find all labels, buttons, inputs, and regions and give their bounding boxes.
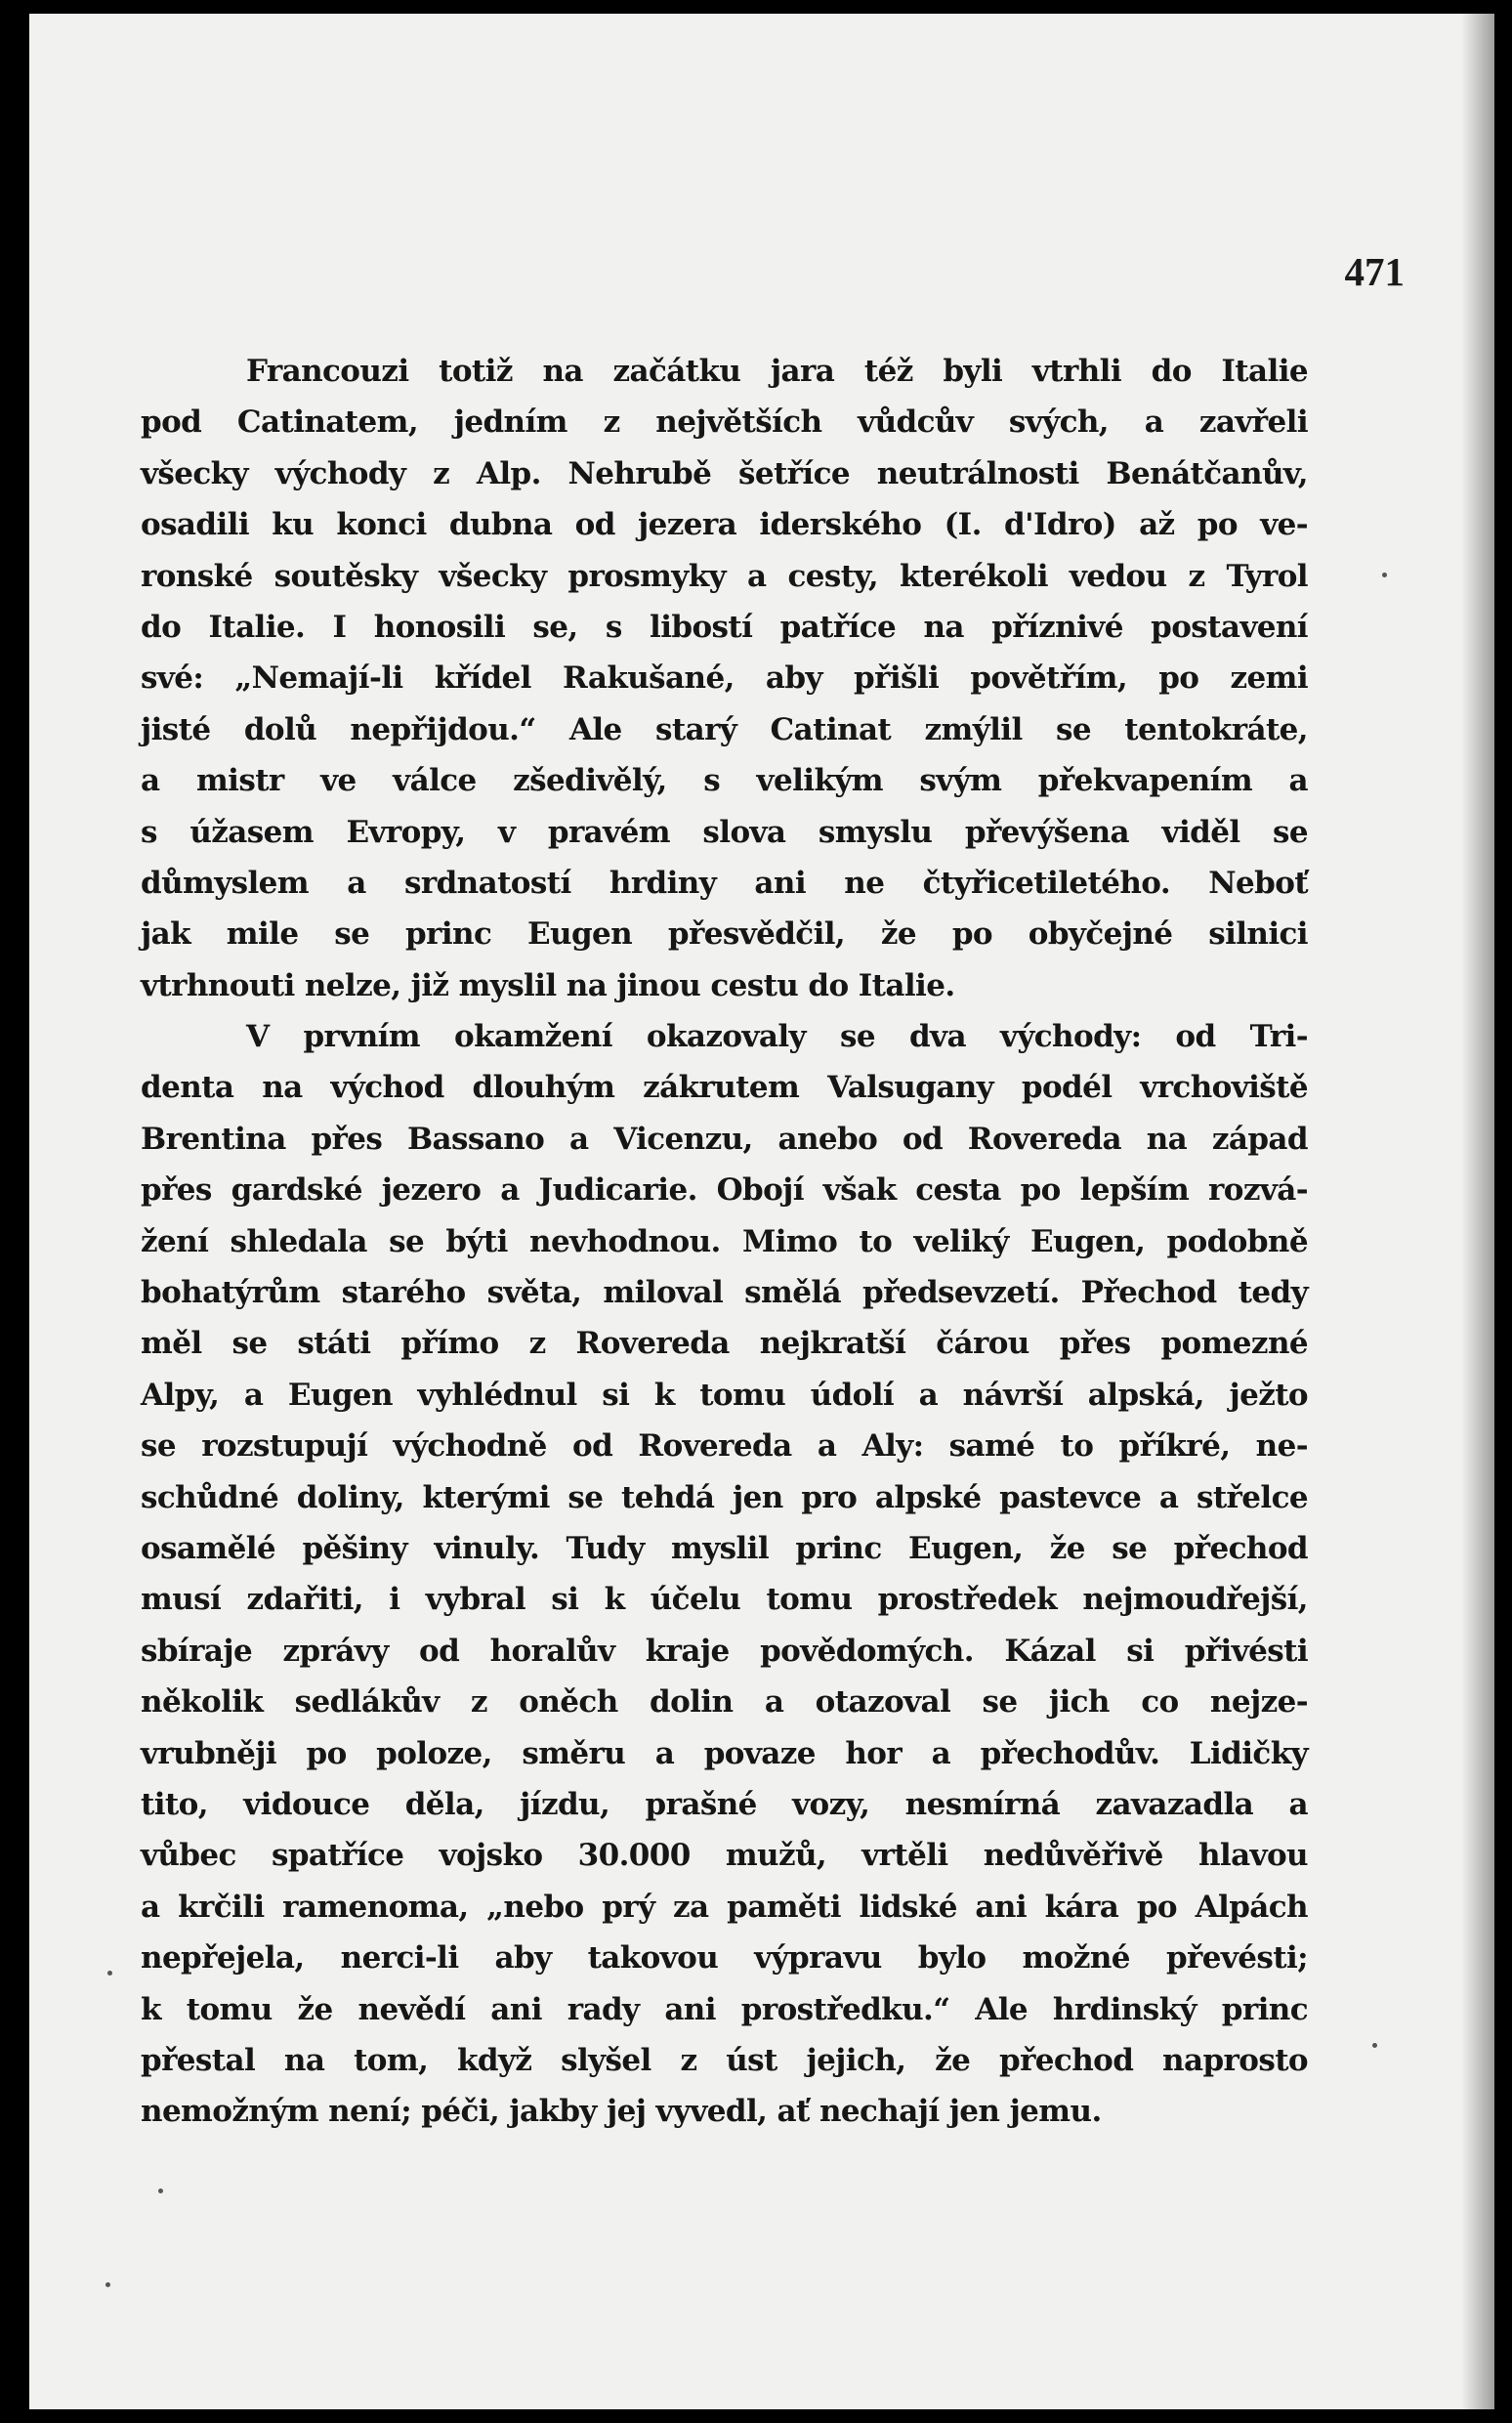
text-line: žení shledala se býti nevhodnou. Mimo to veliký Eugen, podobně bbox=[141, 1223, 1308, 1259]
text-line: vrubněji po poloze, směru a povaze hor a přechodův. Lidičky bbox=[141, 1735, 1308, 1771]
scan-speck bbox=[1382, 573, 1387, 577]
text-line: důmyslem a srdnatostí hrdiny ani ne čtyřicetiletého. Neboť bbox=[141, 865, 1308, 901]
page-edge-shadow bbox=[1461, 14, 1494, 2409]
text-line: své: „Nemají-li křídel Rakušané, aby přišli povětřím, po zemi bbox=[141, 660, 1308, 697]
text-line: nemožným není; péči, jakby jej vyvedl, ať nechají jen jemu. bbox=[141, 2094, 1102, 2130]
text-line: několik sedlákův z oněch dolin a otazoval se jich co nejze- bbox=[141, 1684, 1308, 1721]
text-line: vtrhnouti nelze, již myslil na jinou cestu do Italie. bbox=[141, 967, 955, 1003]
page-number: 471 bbox=[1344, 249, 1405, 294]
text-line: k tomu že nevědí ani rady ani prostředku.“ Ale hrdinský princ bbox=[141, 1991, 1308, 2027]
text-line: osadili ku konci dubna od jezera iderského (I. d'Idro) až po ve- bbox=[141, 507, 1308, 543]
paragraph-2 bbox=[141, 1011, 1308, 2138]
text-line: schůdné doliny, kterými se tehdá jen pro alpské pastevce a střelce bbox=[141, 1479, 1308, 1515]
text-line: jisté dolů nepřijdou.“ Ale starý Catinat zmýlil se tentokráte, bbox=[141, 711, 1308, 747]
text-line: pod Catinatem, jedním z největších vůdcův svých, a zavřeli bbox=[141, 404, 1308, 441]
text-line: měl se státi přímo z Rovereda nejkratší čárou přes pomezné bbox=[141, 1326, 1308, 1362]
text-line: sbíraje zprávy od horalův kraje povědomých. Kázal si přivésti bbox=[141, 1633, 1308, 1669]
text-line: osamělé pěšiny vinuly. Tudy myslil princ Eugen, že se přechod bbox=[141, 1530, 1308, 1566]
text-line: vůbec spatříce vojsko 30.000 mužů, vrtěli nedůvěřivě hlavou bbox=[141, 1838, 1308, 1874]
text-line: a krčili ramenoma, „nebo prý za paměti lidské ani kára po Alpách bbox=[141, 1889, 1308, 1925]
text-line: musí zdařiti, i vybral si k účelu tomu prostředek nejmoudřejší, bbox=[141, 1582, 1308, 1618]
text-line: přes gardské jezero a Judicarie. Obojí však cesta po lepším rozvá- bbox=[141, 1172, 1308, 1209]
text-line: tito, vidouce děla, jízdu, prašné vozy, nesmírná zavazadla a bbox=[141, 1786, 1308, 1822]
paragraph-1 bbox=[141, 346, 1308, 1011]
text-line: všecky východy z Alp. Nehrubě šetříce neutrálnosti Benátčanův, bbox=[141, 455, 1308, 491]
text-line: jak mile se princ Eugen přesvědčil, že po obyčejné silnici bbox=[141, 916, 1308, 953]
text-line: ronské soutěsky všecky prosmyky a cesty, kterékoli vedou z Tyrol bbox=[141, 558, 1308, 594]
text-line: a mistr ve válce zšedivělý, s velikým svým překvapením a bbox=[141, 763, 1308, 799]
scan-speck bbox=[105, 2282, 110, 2287]
page-text bbox=[141, 346, 1308, 2138]
text-line: se rozstupují východně od Rovereda a Aly: samé to příkré, ne- bbox=[141, 1428, 1308, 1465]
text-line: přestal na tom, když slyšel z úst jejich, že přechod naprosto bbox=[141, 2042, 1308, 2078]
text-line: Brentina přes Bassano a Vicenzu, anebo od Rovereda na západ bbox=[141, 1121, 1308, 1157]
book-page bbox=[29, 14, 1494, 2409]
text-line: denta na východ dlouhým zákrutem Valsugany podél vrchoviště bbox=[141, 1070, 1308, 1106]
scan-speck bbox=[1372, 2043, 1377, 2048]
text-line: V prvním okamžení okazovaly se dva východy: od Tri- bbox=[246, 1019, 1308, 1055]
text-line: nepřejela, nerci-li aby takovou výpravu bylo možné převésti; bbox=[141, 1940, 1308, 1977]
text-line: do Italie. I honosili se, s libostí patříce na příznivé postavení bbox=[141, 609, 1308, 645]
text-line: bohatýrům starého světa, miloval smělá předsevzetí. Přechod tedy bbox=[141, 1275, 1308, 1311]
text-line: Alpy, a Eugen vyhlédnul si k tomu údolí a návrší alpská, ježto bbox=[141, 1377, 1308, 1413]
scan-speck bbox=[107, 1971, 112, 1976]
text-line: Francouzi totiž na začátku jara též byli vtrhli do Italie bbox=[246, 354, 1308, 389]
text-line: s úžasem Evropy, v pravém slova smyslu převýšena viděl se bbox=[141, 814, 1308, 850]
scan-speck bbox=[158, 2189, 163, 2193]
